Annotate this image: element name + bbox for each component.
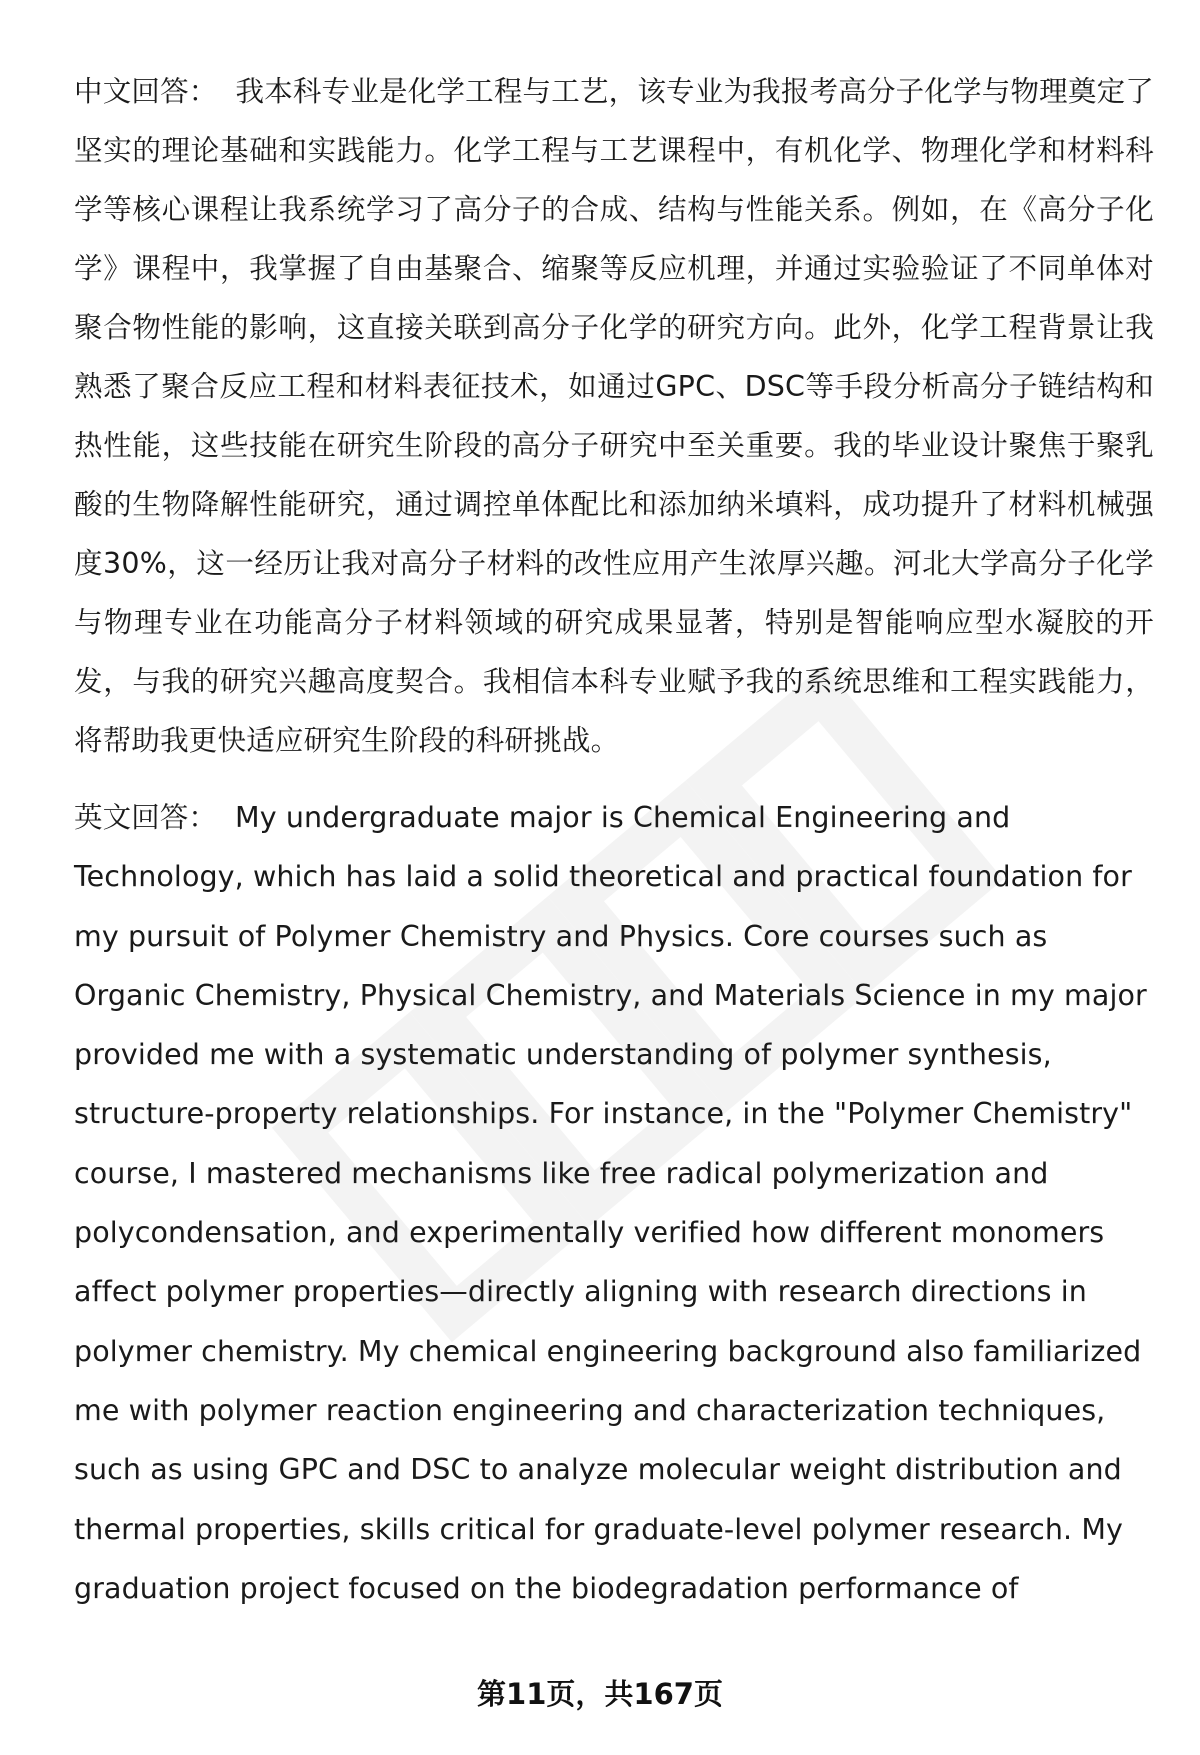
chinese-answer-label: 中文回答：: [74, 75, 218, 108]
english-answer-paragraph: [74, 788, 1154, 1618]
chinese-answer-text: 我本科专业是化学工程与工艺，该专业为我报考高分子化学与物理奠定了坚实的理论基础和实践能力。化学工程与工艺课程中，有机化学、物理化学和材料科学等核心课程让我系统学习了高分子的合成、结构与性能关系。例如，在《高分子化学》课程中，我掌握了自由基聚合、缩聚等反应机理，并通过实验验证了不同单体对聚合物性能的影响，这直接关联到高分子化学的研究方向。此外，化学工程背景让我熟悉了聚合反应工程和材料表征技术，如通过GPC、DSC等手段分析高分子链结构和热性能，这些技能在研究生阶段的高分子研究中至关重要。我的毕业设计聚焦于聚乳酸的生物降解性能研究，通过调控单体配比和添加纳米填料，成功提升了材料机械强度30%，这一经历让我对高分子材料的改性应用产生浓厚兴趣。河北大学高分子化学与物理专业在功能高分子材料领域的研究成果显著，特别是智能响应型水凝胶的开发，与我的研究兴趣高度契合。我相信本科专业赋予我的系统思维和工程实践能力，将帮助我更快适应研究生阶段的科研挑战。: [74, 75, 1154, 757]
page-number-footer: 第11页，共167页: [477, 1677, 723, 1711]
english-answer-text: My undergraduate major is Chemical Engineering and Technology, which has laid a solid theoretical and practical foundation for my pursuit of Polymer Chemistry and Physics. Core courses such as Organic Chemistry, Physical Chemistry, and Materials Science in my major provided me with a systematic understanding of polymer synthesis, structure-property relationships. For instance, in the "Polymer Chemistry" course, I mastered mechanisms like free radical polymerization and polycondensation, and experimentally verified how different monomers affect polymer properties—directly aligning with research directions in polymer chemistry. My chemical engineering background also familiarized me with polymer reaction engineering and characterization techniques, such as using GPC and DSC to analyze molecular weight distribution and thermal properties, skills critical for graduate-level polymer research. My graduation project focused on the biodegradation performance of: [74, 801, 1147, 1605]
document-body: [74, 62, 1154, 1618]
chinese-answer-paragraph: [74, 62, 1154, 770]
english-answer-label: 英文回答：: [74, 801, 218, 834]
